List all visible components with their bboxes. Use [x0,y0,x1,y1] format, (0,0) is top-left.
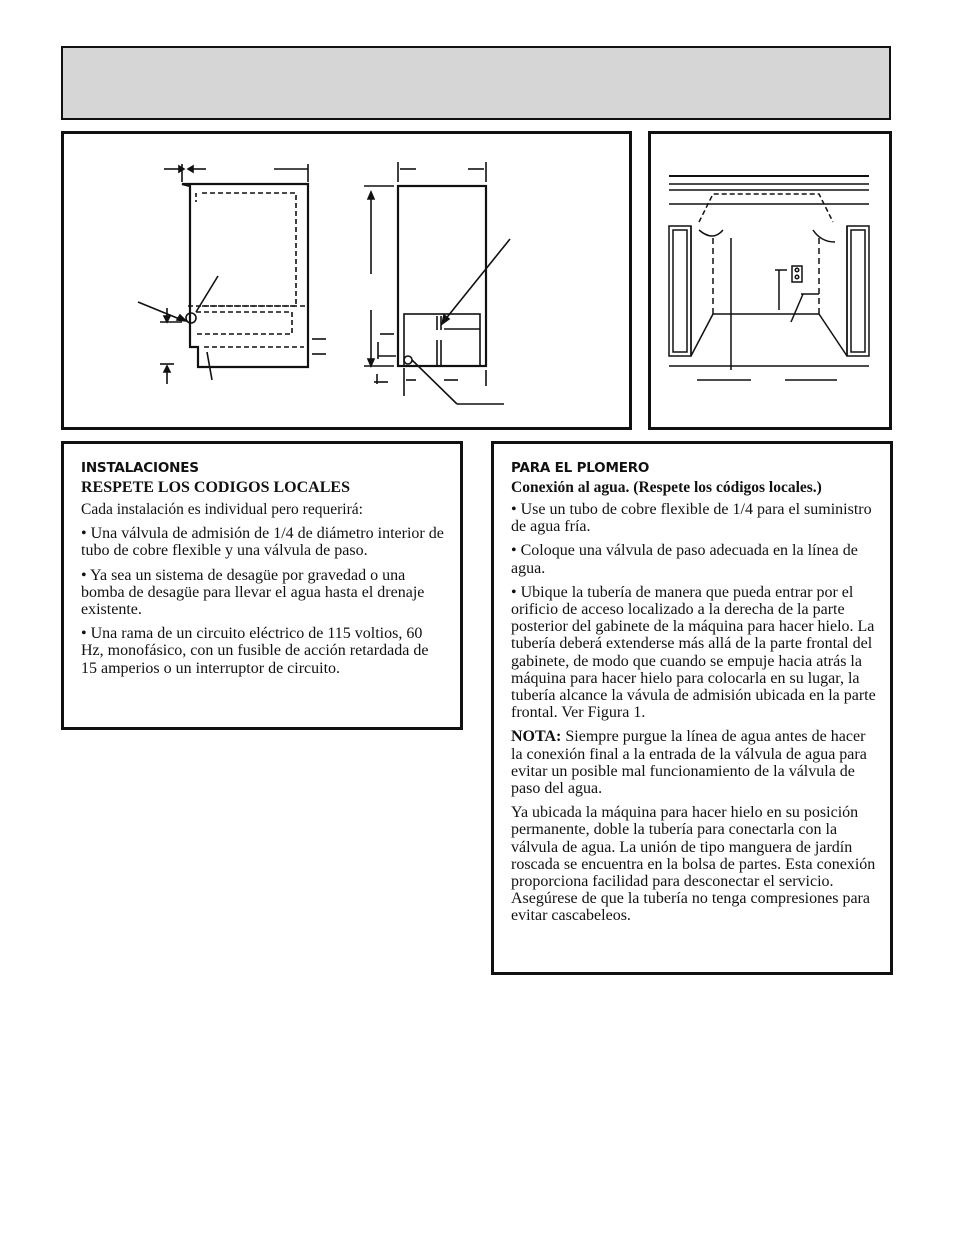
installations-subtitle: RESPETE LOS CODIGOS LOCALES [81,479,350,496]
nota-text: Siempre purgue la línea de agua antes de hacer la conexión final a la entrada de la válvula de agua para evitar un posible mal funcionamiento de la válvula de paso del agua. [511,728,867,798]
plumber-closing: Ya ubicada la máquina para hacer hielo en su posición permanente, doble la tubería para conectarla con la válvula de agua. La unión de tipo manguera de jardín roscada se encuentra en la bolsa de partes. Esta conexión proporciona facilidad para desconectar el servicio. Asegúrese de que la tubería no tenga compresiones para evitar cascabeleos. [511,804,876,925]
opening-drawing [651,134,889,427]
back-view-cabinet [398,186,486,366]
plumber-section [491,441,893,975]
nota-label: NOTA: [511,728,562,746]
side-view-cabinet [182,184,308,367]
plumber-nota [511,728,880,797]
installations-bullet-drain: • Ya sea un sistema de desagüe por gravedad o una bomba de desagüe para llevar el agua hasta el drenaje existente. [81,566,425,619]
installations-bullet-valve: • Una válvula de admisión de 1/4 de diámetro interior de tubo de cobre flexible y una válvula de paso. [81,525,444,560]
plumber-bullet-routing: • Ubique la tubería de manera que pueda entrar por el orificio de acceso localizado a la derecha de la parte posterior del gabinete de la máquina para hacer hielo. La tubería deberá extenderse más allá de la parte frontal del gabinete, de modo que cuando se empuje hacia atrás la máquina para hacer hielo para colocarla en su lugar, la tubería alcance la vávula de admisión ubicada en la parte frontal. Ver Figura 1. [511,583,876,722]
side-view-dashed-interior [202,193,296,306]
installations-intro: Cada instalación es individual pero requerirá: [81,501,363,518]
header-bar [61,46,891,120]
figure-dimensions [61,131,632,430]
installations-section [61,441,463,730]
installations-bullet-circuit: • Una rama de un circuito eléctrico de 115 voltios, 60 Hz, monofásico, con un fusible de acción retardada de 15 amperios o un interruptor de circuito. [81,625,429,677]
figure-cabinet-opening [648,131,892,430]
plumber-bullet-tube: • Use un tubo de cobre flexible de 1/4 para el suministro de agua fría. [511,501,872,536]
plumber-title: PARA EL PLOMERO [511,460,650,476]
installations-title: INSTALACIONES [81,460,199,476]
plumber-subtitle: Conexión al agua. (Respete los códigos locales.) [511,479,822,496]
dimension-drawing [64,134,629,427]
plumber-bullet-valve: • Coloque una válvula de paso adecuada en la línea de agua. [511,542,858,577]
